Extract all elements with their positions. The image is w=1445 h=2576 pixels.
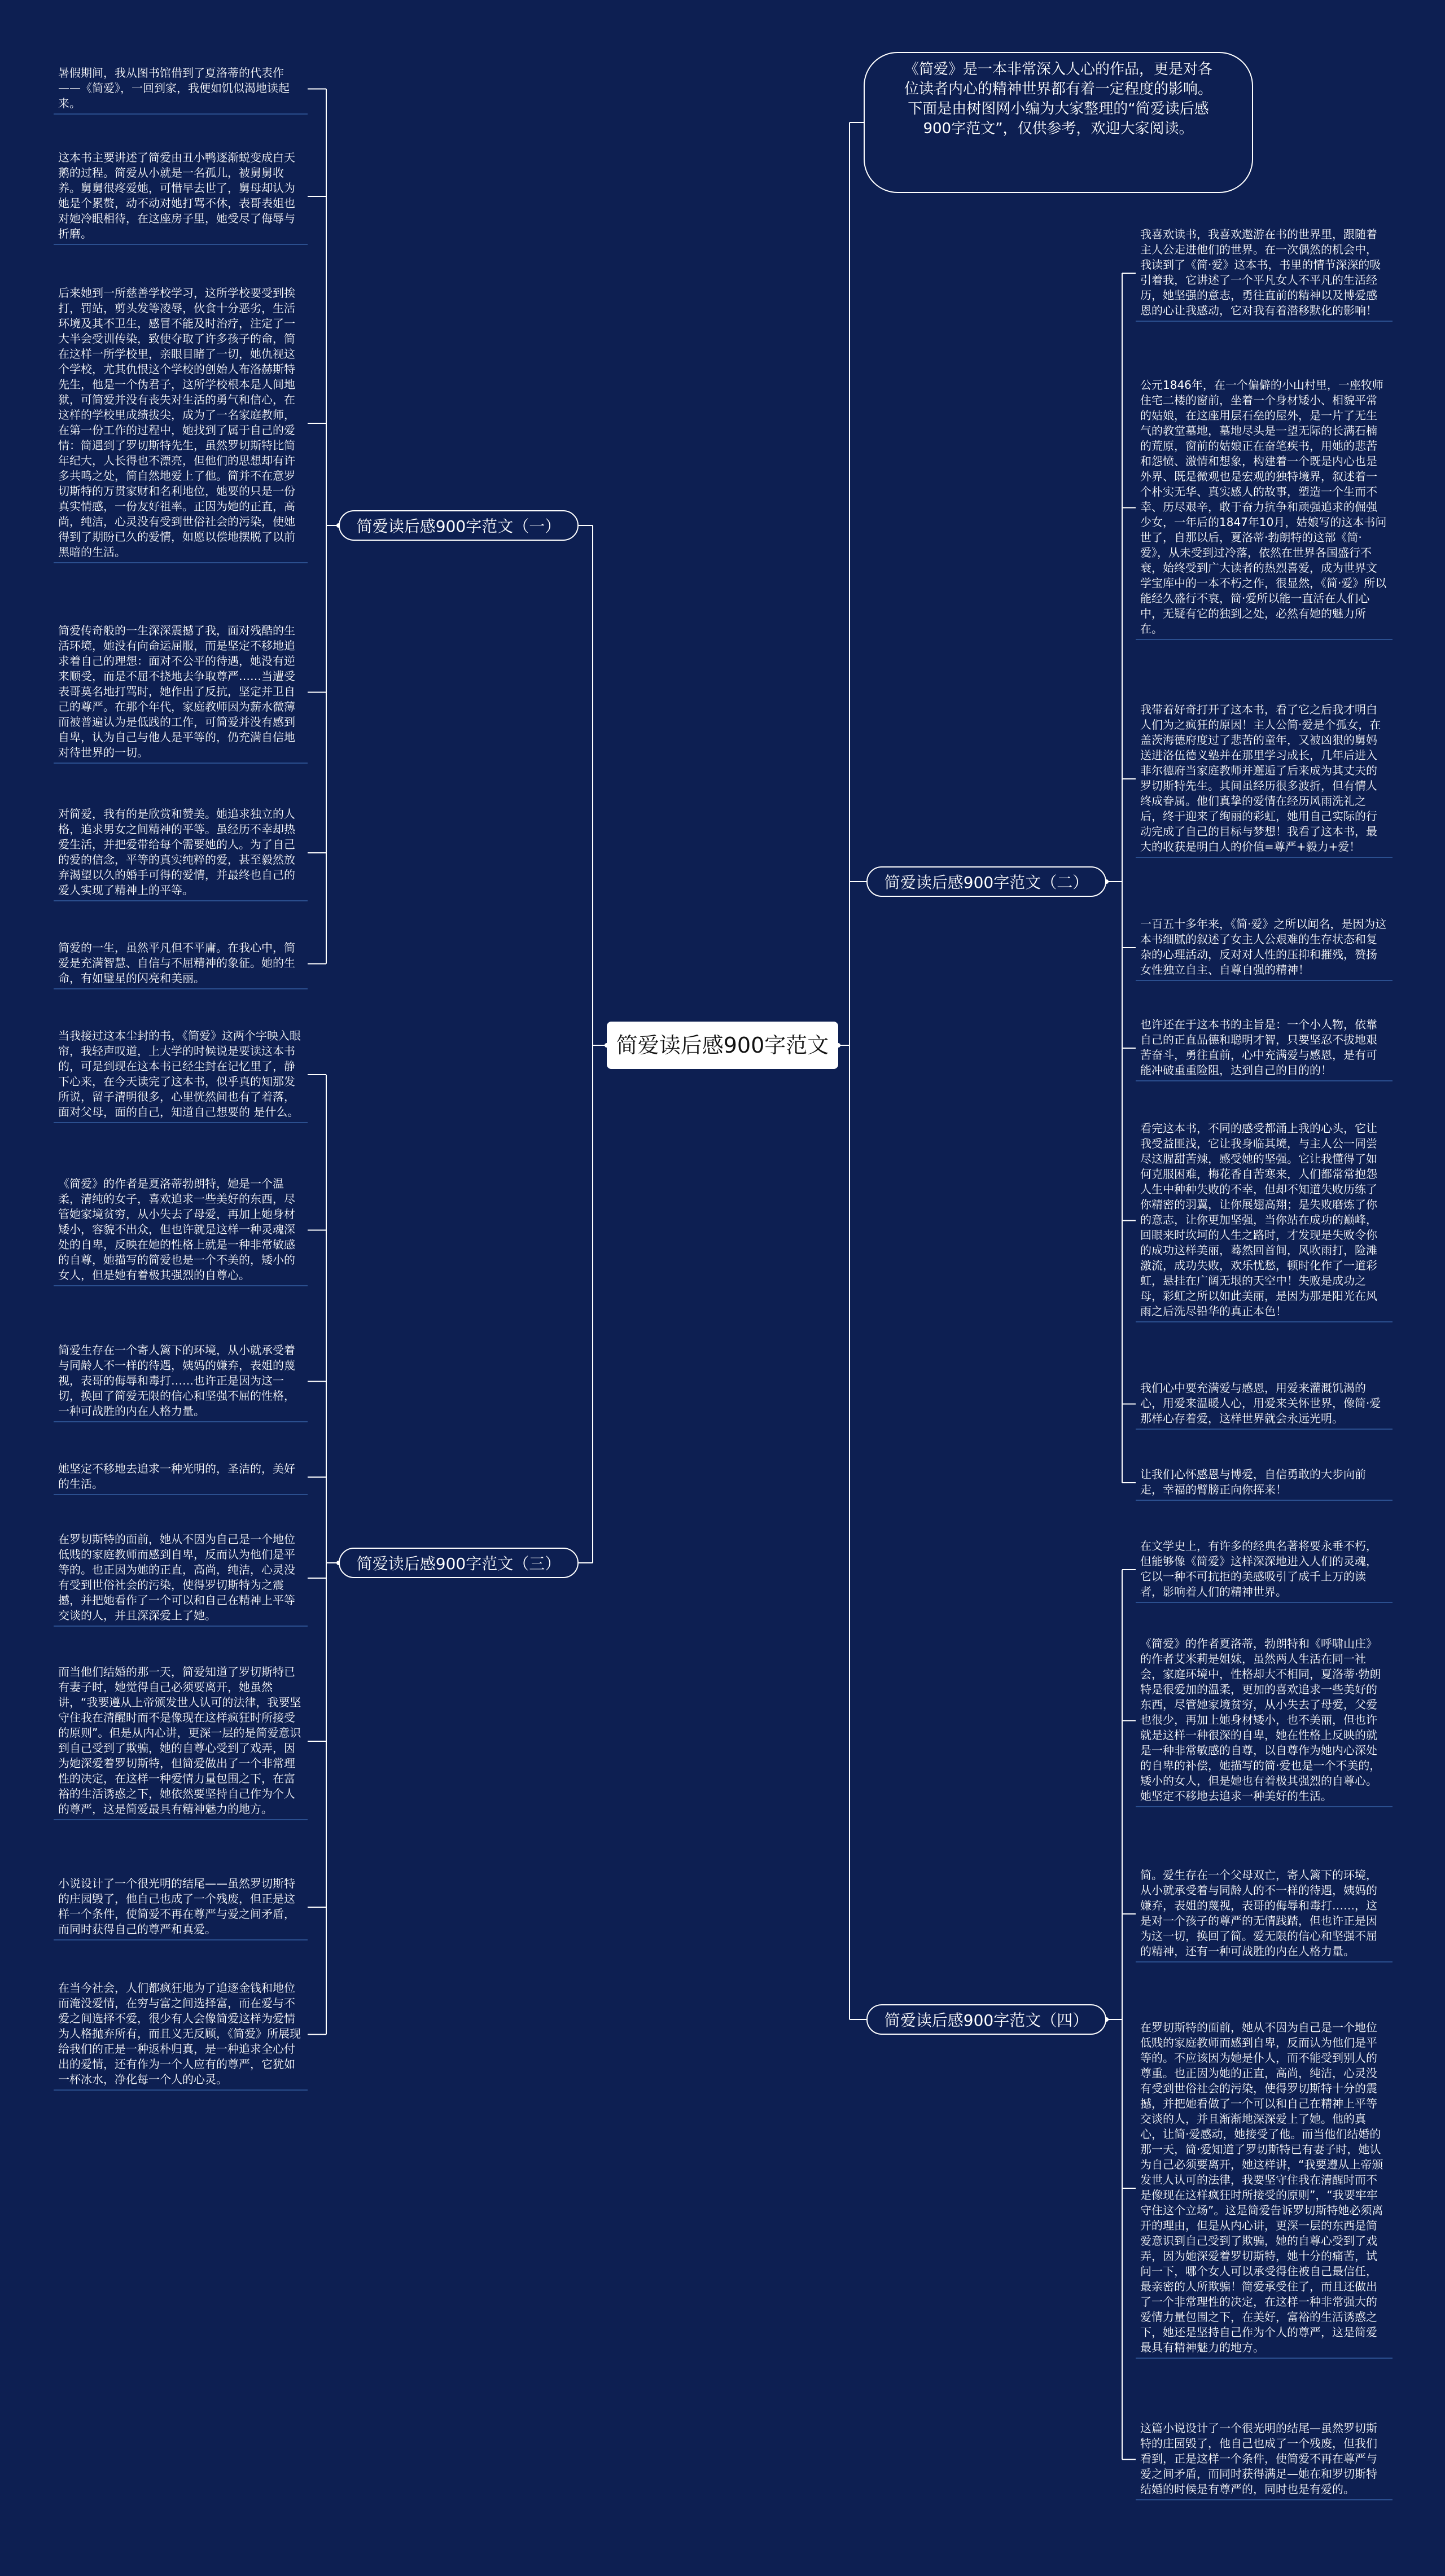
leaf-text: 简。爱生存在一个父母双亡，寄人篱下的环境，从小就承受着与同龄人的不一样的待遇，姨妈的嫌弃，表姐的蔑视，表哥的侮辱和毒打……，这是对一个孩子的尊严的无情践踏，但也许正是因为这一切，换回了简。爱无限的信心和坚强不屈的精神，还有一种可战胜的内在人格力量。 <box>1136 1865 1393 1962</box>
leaf-text: 简爱的一生，虽然平凡但不平庸。在我心中，简爱是充满智慧、自信与不屈精神的象征。她的生命，有如璧星的闪亮和美丽。 <box>54 938 308 989</box>
leaf-text: 一百五十多年来，《简·爱》之所以闻名，是因为这本书细腻的叙述了女主人公艰难的生存状态和复杂的心理活动，反对对人性的压抑和摧残，赞扬女性独立自主、自尊自强的精神！ <box>1136 914 1393 981</box>
leaf-text: 当我接过这本尘封的书，《简爱》这两个字映入眼帘，我轻声叹道，上大学的时候说是要读这本书的，可是到现在这本书已经尘封在记忆里了，静下心来，在今天读完了这本书，似乎真的知那发所说，留子清明很多，心里恍然间也有了着落，面对父母，面的自己，知道自己想要的 是什么。 <box>54 1026 308 1123</box>
leaf-text: 看完这本书，不同的感受都涌上我的心头，它让我受益匪浅，它让我身临其境，与主人公一同尝尽这腥甜苦辣，感受她的坚强。它让我懂得了如何克服困难，梅花香自苦寒来，人们都常常抱怨人生中种种失败的不幸，但却不知道失败历练了你精密的羽翼，让你展翅高翔；是失败磨炼了你的意志，让你更加坚强，当你站在成功的巅峰，回眼来时坎坷的人生之路时，才发现是失败令你的成功这样美丽，蓦然回首间，风吹雨打，险滩激流，成功失败，欢乐忧愁，顿时化作了一道彩虹，悬挂在广阔无垠的天空中！失败是成功之母，彩虹之所以如此美丽，是因为那是阳光在风雨之后洗尽铅华的真正本色！ <box>1136 1119 1393 1322</box>
leaf-text: 暑假期间，我从图书馆借到了夏洛蒂的代表作——《简爱》，一回到家，我便如饥似渴地读起来。 <box>54 63 308 115</box>
leaf-text: 对简爱，我有的是欣赏和赞美。她追求独立的人格，追求男女之间精神的平等。虽经历不幸却热爱生活，并把爱带给每个需要她的人。为了自己的爱的信念，平等的真实纯粹的爱，甚至毅然放弃渴望以久的婚手可得的爱情，并最终也自己的爱人实现了精神上的平等。 <box>54 804 308 901</box>
branch-topic-3[interactable]: 简爱读后感900字范文（三） <box>339 1548 579 1578</box>
leaf-text: 简爱传奇般的一生深深震撼了我，面对残酷的生活环境，她没有向命运屈服，而是坚定不移地追求着自己的理想：面对不公平的待遇，她没有逆来顺受，而是不屈不挠地去争取尊严……当遭受表哥莫名地打骂时，她作出了反抗，坚定并卫自己的尊严。在那个年代，家庭教师因为薪水微薄而被普遍认为是低践的工作，可简爱并没有感到自卑，认为自己与他人是平等的，仍充满自信地对待世界的一切。 <box>54 621 308 764</box>
leaf-text: 她坚定不移地去追求一种光明的，圣洁的，美好的生活。 <box>54 1459 308 1495</box>
leaf-text: 后来她到一所慈善学校学习，这所学校要受到挨打，罚站，剪头发等凌辱，伙食十分恶劣，生活环境及其不卫生，感冒不能及时治疗，注定了一大半会受训传染，致使夺取了许多孩子的命，简在这样一所学校里，亲眼目睹了一切，她仇视这个学校，尤其仇恨这个学校的创始人布洛赫斯特先生，他是一个伪君子，这所学校根本是人间地狱，可简爱并没有丧失对生活的勇气和信心，在这样的学校里成绩拔尖，成为了一名家庭教师，在第一份工作的过程中，她找到了属于自己的爱情：简遇到了罗切斯特先生，虽然罗切斯特比简年纪大，人长得也不漂亮，但他们的思想却有许多共鸣之处，简自然地爱上了他。简并不在意罗切斯特的万贯家财和名利地位，她要的只是一份真实情感，一份友好祖率。正因为她的正直，高尚，纯洁，心灵没有受到世俗社会的污染，使她得到了期盼已久的爱情，如愿以偿地摆脱了以前黑暗的生活。 <box>54 283 308 563</box>
leaf-text: 《简爱》的作者夏洛蒂，勃朗特和《呼啸山庄》的作者艾米莉是姐妹，虽然两人生活在同一社会，家庭环境中，性格却大不相同，夏洛蒂·勃朗特是很爱加的温柔，更加的喜欢追求一些美好的东西，尽管她家境贫穷，从小失去了母爱，父爱也很少，再加上她身材矮小，也不美丽，但也许就是这样一种很深的自卑，她在性格上反映的就是一种非常敏感的自尊，以自尊作为她内心深处的自卑的补偿，她描写的简·爱也是一个不美的，矮小的女人，但是她也有着极其强烈的自尊心。她坚定不移地去追求一种美好的生活。 <box>1136 1634 1393 1807</box>
leaf-text: 小说设计了一个很光明的结尾——虽然罗切斯特的庄园毁了，他自己也成了一个残废，但正是这样一个条件，使简爱不再在尊严与爱之间矛盾，而同时获得自己的尊严和真爱。 <box>54 1874 308 1940</box>
leaf-text: 这本书主要讲述了简爱由丑小鸭逐渐蜕变成白天鹅的过程。简爱从小就是一名孤儿，被舅舅收养。舅舅很疼爱她，可惜早去世了，舅母却认为她是个累赘，动不动对她打骂不休，表哥表姐也对她冷眼相待，在这座房子里，她受尽了侮辱与折磨。 <box>54 148 308 245</box>
leaf-text: 简爱生存在一个寄人篱下的环境，从小就承受着与同龄人不一样的待遇，姨妈的嫌弃，表姐的蔑视，表哥的侮辱和毒打……也许正是因为这一切，换回了简爱无限的信心和坚强不屈的性格，一种可战胜的内在人格力量。 <box>54 1340 308 1422</box>
leaf-text: 让我们心怀感恩与博爱，自信勇敢的大步向前走，幸福的臂膀正向你挥来！ <box>1136 1465 1393 1501</box>
branch-topic-2[interactable]: 简爱读后感900字范文（二） <box>866 866 1106 897</box>
leaf-text: 也许还在于这本书的主旨是：一个小人物，依靠自己的正直品德和聪明才智，只要坚忍不拔地艰苦奋斗，勇往直前，心中充满爱与感恩，是有可能冲破重重险阻，达到自己的目的的！ <box>1136 1015 1393 1081</box>
root-topic[interactable]: 简爱读后感900字范文 <box>607 1022 838 1069</box>
branch-topic-1[interactable]: 简爱读后感900字范文（一） <box>339 510 579 541</box>
branch-topic-4[interactable]: 简爱读后感900字范文（四） <box>866 2004 1106 2035</box>
leaf-text: 在罗切斯特的面前，她从不因为自己是一个地位低贱的家庭教师而感到自卑，反而认为他们是平等的。不应该因为她是仆人，而不能受到别人的尊重。也正因为她的正直，高尚，纯洁，心灵没有受到世俗社会的污染，使得罗切斯特十分的震撼，并把她看做了一个可以和自己在精神上平等交谈的人，并且渐渐地深深爱上了她。他的真心，让简·爱感动，她接受了他。而当他们结婚的那一天，简·爱知道了罗切斯特已有妻子时，她认为自己必须要离开，她这样讲，“我要遵从上帝颁发世人认可的法律，我要坚守住我在清醒时而不是像现在这样疯狂时所接受的原则”，“我要牢牢守住这个立场”。这是简爱告诉罗切斯特她必须离开的理由，但是从内心讲，更深一层的东西是简爱意识到自己受到了欺骗，她的自尊心受到了戏弄，因为她深爱着罗切斯特，她十分的痛苦，试问一下，哪个女人可以承受得住被自己最信任，最亲密的人所欺骗！简爱承受住了，而且还做出了一个非常理性的决定，在这样一种非常强大的爱情力量包围之下，在美好，富裕的生活诱惑之下，她还是坚持自己作为个人的尊严，这是简爱最具有精神魅力的地方。 <box>1136 2018 1393 2359</box>
leaf-text: 我带着好奇打开了这本书，看了它之后我才明白人们为之疯狂的原因！主人公简·爱是个孤女，在盖茨海德府度过了悲苦的童年，又被凶狠的舅妈送进洛伍德义塾并在那里学习成长，几年后进入菲尔德府当家庭教师并邂逅了后来成为其丈夫的罗切斯特先生。其间虽经历很多波折，但有情人终成眷属。他们真挚的爱情在经历风雨洗礼之后，终于迎来了绚丽的彩虹，她用自己实际的行动完成了自己的目标与梦想！我看了这本书，最大的收获是明白人的价值=尊严+毅力+爱！ <box>1136 700 1393 858</box>
leaf-text: 公元1846年，在一个偏僻的小山村里，一座牧师住宅二楼的窗前，坐着一个身材矮小、相貌平常的姑娘，在这座用层石垒的屋外，是一片了无生气的教堂墓地，墓地尽头是一望无际的长满石楠的荒原，窗前的姑娘正在奋笔疾书，用她的悲苦和怨愤、激情和想象，构建着一个既是内心也是外界、既是微观也是宏观的独特境界，叙述着一个朴实无华、真实感人的故事，塑造一个生而不幸、历尽艰辛，敢于奋力抗争和顽强追求的倔强少女，一年后的1847年10月，姑娘写的这本书问世了，自那以后，夏洛蒂·勃朗特的这部《简·爱》，从未受到过冷落，依然在世界各国盛行不衰，始终受到广大读者的热烈喜爱，成为世界文学宝库中的一本不朽之作，很显然，《简·爱》所以能经久盛行不衰，简·爱所以能一直活在人们心中，无疑有它的独到之处，必然有她的魅力所在。 <box>1136 375 1393 640</box>
leaf-text: 《简爱》的作者是夏洛蒂勃朗特，她是一个温柔，清纯的女子，喜欢追求一些美好的东西，尽管她家境贫穷，从小失去了母爱，再加上她身材矮小，容貌不出众，但也许就是这样一种灵魂深处的自卑，反映在她的性格上就是一种非常敏感的自尊，她描写的简爱也是一个不美的，矮小的女人，但是她有着极其强烈的自尊心。 <box>54 1174 308 1286</box>
leaf-text: 在文学史上，有许多的经典名著将要永垂不朽，但能够像《简爱》这样深深地进入人们的灵魂，它以一种不可抗拒的美感吸引了成千上万的读者，影响着人们的精神世界。 <box>1136 1536 1393 1603</box>
leaf-text: 在当今社会，人们都疯狂地为了追逐金钱和地位而淹没爱情，在穷与富之间选择富，而在爱与不爱之间选择不爱，很少有人会像简爱这样为爱情为人格抛弃所有，而且义无反顾，《简爱》所展现给我们的正是一种返朴归真，是一种追求全心付出的爱情，还有作为一个人应有的尊严，它犹如一杯冰水，净化每一个人的心灵。 <box>54 1978 308 2091</box>
leaf-text: 在罗切斯特的面前，她从不因为自己是一个地位低贱的家庭教师而感到自卑，反而认为他们是平等的。也正因为她的正直，高尚，纯洁，心灵没有受到世俗社会的污染，使得罗切斯特为之震撼，并把她看作了一个可以和自己在精神上平等交谈的人，并且深深爱上了她。 <box>54 1530 308 1627</box>
leaf-text: 我们心中要充满爱与感恩，用爱来灌溉饥渴的心，用爱来温暖人心，用爱来关怀世界，像简·爱那样心存着爱，这样世界就会永远光明。 <box>1136 1378 1393 1430</box>
leaf-text: 这篇小说设计了一个很光明的结尾—虽然罗切斯特的庄园毁了，他自己也成了一个残废，但我们看到，正是这样一个条件，使简爱不再在尊严与爱之间矛盾，而同时获得满足—她在和罗切斯特结婚的时候是有尊严的，同时也是有爱的。 <box>1136 2419 1393 2500</box>
intro-text: 《简爱》是一本非常深入人心的作品，更是对各位读者内心的精神世界都有着一定程度的影响。下面是由树图网小编为大家整理的“简爱读后感900字范文”，仅供参考，欢迎大家阅读。 <box>864 52 1253 193</box>
leaf-text: 而当他们结婚的那一天，简爱知道了罗切斯特已有妻子时，她觉得自己必须要离开，她虽然讲，“我要遵从上帝颁发世人认可的法律，我要坚守住我在清醒时而不是像现在这样疯狂时所接受的原则”。但是从内心讲，更深一层的是简爱意识到自己受到了欺骗，她的自尊心受到了戏弄，因为她深爱着罗切斯特，但简爱做出了一个非常理性的决定，在这样一种爱情力量包围之下，在富裕的生活诱惑之下，她依然要坚持自己作为个人的尊严，这是简爱最具有精神魅力的地方。 <box>54 1662 308 1820</box>
leaf-text: 我喜欢读书，我喜欢遨游在书的世界里，跟随着主人公走进他们的世界。在一次偶然的机会中，我读到了《简·爱》这本书，书里的情节深深的吸引着我，它讲述了一个平凡女人不平凡的生活经历，她坚强的意志，勇往直前的精神以及博爱感恩的心让我感动，它对我有着潜移默化的影响！ <box>1136 225 1393 322</box>
